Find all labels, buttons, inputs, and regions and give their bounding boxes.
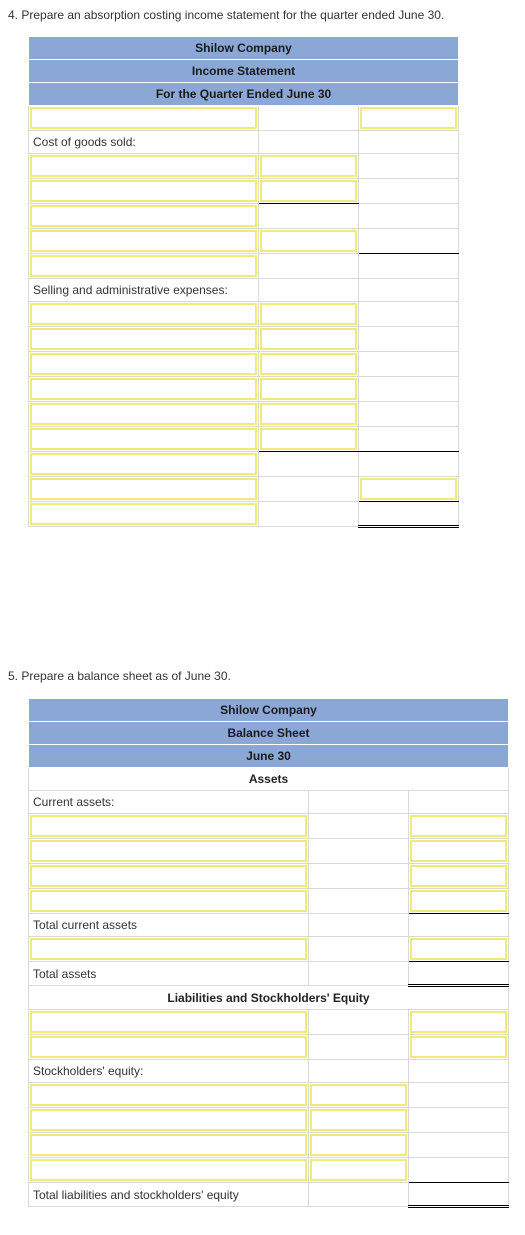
sga-amount-input[interactable] [260, 403, 357, 425]
cogs-total-input[interactable] [260, 230, 357, 252]
amount-input[interactable] [360, 107, 457, 129]
liabilities-heading: Liabilities and Stockholders' Equity [29, 986, 509, 1010]
line-label-input[interactable] [30, 107, 257, 129]
amount-input[interactable] [360, 478, 457, 500]
sga-amount-input[interactable] [260, 378, 357, 400]
total-current-assets-label: Total current assets [29, 914, 309, 937]
asset-amount-input[interactable] [410, 865, 507, 887]
cogs-item-input[interactable] [30, 205, 257, 227]
equity-amount-input[interactable] [310, 1084, 407, 1106]
cogs-amount-input[interactable] [260, 180, 357, 202]
company-name: Shilow Company [29, 37, 459, 60]
sga-amount-input[interactable] [260, 328, 357, 350]
assets-heading: Assets [29, 768, 509, 791]
liability-amount-input[interactable] [410, 1036, 507, 1058]
sga-item-input[interactable] [30, 353, 257, 375]
liability-item-input[interactable] [30, 1036, 307, 1058]
asset-amount-input[interactable] [410, 815, 507, 837]
sga-total-label-input[interactable] [30, 453, 257, 475]
balance-sheet-table [28, 698, 509, 1208]
cogs-amount-input[interactable] [260, 155, 357, 177]
current-assets-label: Current assets: [29, 791, 309, 814]
liability-item-input[interactable] [30, 1011, 307, 1033]
income-statement-table [28, 36, 459, 528]
sga-item-input[interactable] [30, 303, 257, 325]
stockholders-equity-label: Stockholders' equity: [29, 1060, 309, 1083]
equity-item-input[interactable] [30, 1134, 307, 1156]
company-name: Shilow Company [29, 699, 509, 722]
line-label-input[interactable] [30, 478, 257, 500]
asset-amount-input[interactable] [410, 890, 507, 912]
statement-title: Income Statement [29, 60, 459, 83]
equity-amount-input[interactable] [310, 1109, 407, 1131]
equity-amount-input[interactable] [310, 1159, 407, 1181]
statement-period: For the Quarter Ended June 30 [29, 83, 459, 106]
line-label-input[interactable] [30, 255, 257, 277]
sga-item-input[interactable] [30, 328, 257, 350]
sga-item-input[interactable] [30, 378, 257, 400]
cogs-item-input[interactable] [30, 155, 257, 177]
asset-item-input[interactable] [30, 815, 307, 837]
q4-prompt: 4. Prepare an absorption costing income statement for the quarter ended June 30. [8, 8, 445, 22]
net-income-label-input[interactable] [30, 503, 257, 525]
statement-title: Balance Sheet [29, 722, 509, 745]
cogs-item-input[interactable] [30, 230, 257, 252]
total-liabilities-equity-label: Total liabilities and stockholders' equity [29, 1183, 309, 1207]
asset-item-input[interactable] [30, 840, 307, 862]
sga-amount-input[interactable] [260, 303, 357, 325]
sga-amount-input[interactable] [260, 428, 357, 450]
equity-amount-input[interactable] [310, 1134, 407, 1156]
cogs-label: Cost of goods sold: [29, 131, 259, 154]
asset-item-input[interactable] [30, 938, 307, 960]
sga-item-input[interactable] [30, 403, 257, 425]
q5-prompt: 5. Prepare a balance sheet as of June 30. [8, 669, 231, 683]
statement-date: June 30 [29, 745, 509, 768]
asset-amount-input[interactable] [410, 938, 507, 960]
asset-amount-input[interactable] [410, 840, 507, 862]
sga-item-input[interactable] [30, 428, 257, 450]
total-assets-label: Total assets [29, 962, 309, 986]
sga-amount-input[interactable] [260, 353, 357, 375]
equity-item-input[interactable] [30, 1159, 307, 1181]
equity-item-input[interactable] [30, 1109, 307, 1131]
cogs-item-input[interactable] [30, 180, 257, 202]
asset-item-input[interactable] [30, 865, 307, 887]
sga-label: Selling and administrative expenses: [29, 279, 259, 302]
asset-item-input[interactable] [30, 890, 307, 912]
equity-item-input[interactable] [30, 1084, 307, 1106]
liability-amount-input[interactable] [410, 1011, 507, 1033]
